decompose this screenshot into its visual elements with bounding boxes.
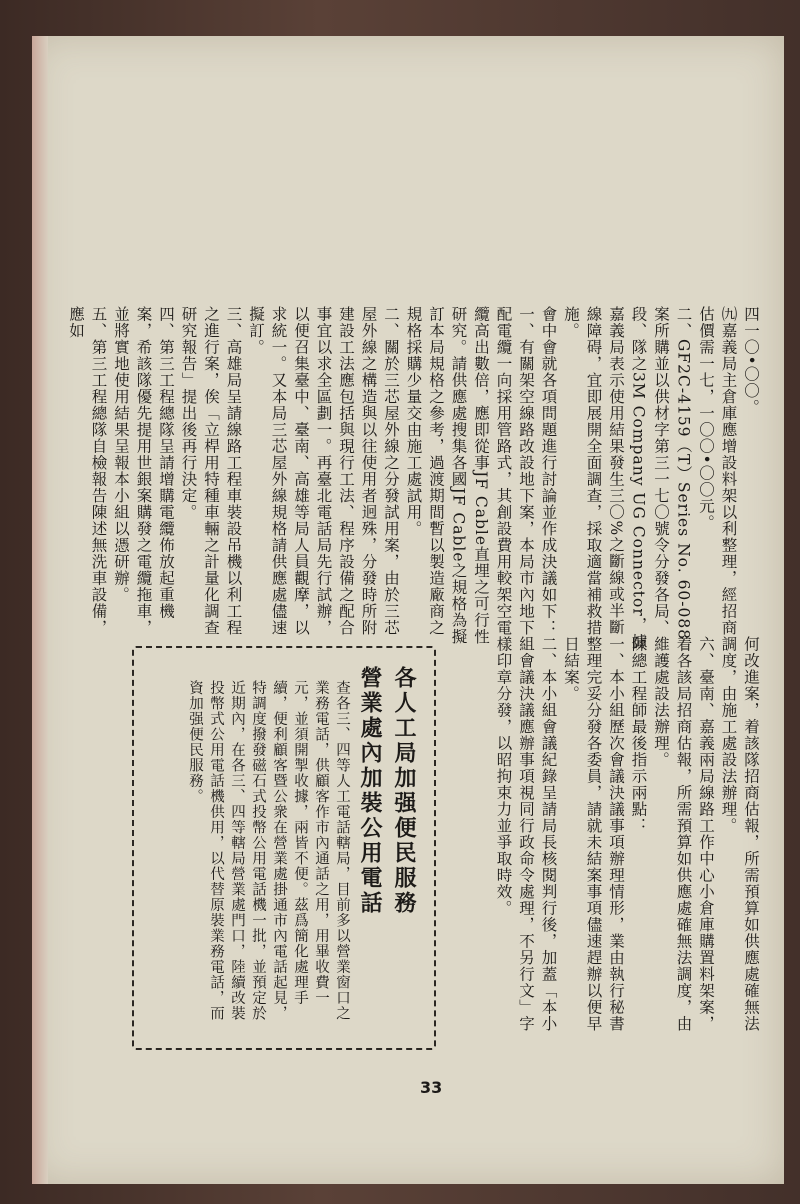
notice-box [132,646,436,1050]
page-binding-edge [32,36,48,1184]
notice-body: 查各三、四等人工電話轄局，目前多以營業窗口之業務電話，供顧客作市內通話之用，用畢收費一元，並須開掣收據，兩皆不便。茲爲簡化處理手續，便利顧客暨公衆在營業處掛通市內電話起見，特調度撥發磁石式投幣公用電話機一批，並預定於近期內，在各三、四等轄局營業處門口，陸續改裝投幣式公用電話機供用，以代替原裝業務電話，而資加强便民服務。 [187,680,350,1021]
paragraph: 會中會就各項問題進行討論並作成決議如下： [539,306,558,636]
paragraph: 二、關於三芯屋外線之分發試用案，由於三芯屋外線之構造與以往使用者迥殊，分發時所附建設工法應包括與現行工法、程序設備之配合事宜以求全區劃一。再臺北電話局先行試辦，以便召集臺中、臺南、高雄等局人員觀摩，以求統一。又本局三芯屋外線規格請供應處儘速擬訂。 [247,306,400,636]
document-page [32,36,784,1184]
paragraph: 四、第三工程總隊呈請增購電纜佈放起重機案，希該隊優先提用世銀案購發之電纜拖車，並將實地使用結果呈報本小組以憑研辦。 [112,306,175,636]
upper-text-block [67,306,762,651]
notice-title-line1: 各人工局加强便民服務 [391,666,416,916]
paragraph: 三、高雄局呈請線路工程車裝設吊機以利工程之進行案，俟「立桿用特種車輛之計量化調查研究報告」提出後再行決定。 [179,306,243,636]
notice-title-line2: 營業處內加裝公用電話 [357,666,382,916]
notice-content [140,666,420,1036]
paragraph: 五、第三工程總隊自檢報告陳述無洗車設備，應如 [67,306,108,636]
paragraph: ㈨嘉義局主倉庫應增設料架以利整理，經招商估價需一七，一〇〇•〇〇元。 [697,306,738,636]
paragraph: 一、有關架空線路改設地下案，本局市內地下配電纜一向採用管路式，其創設費用較架空電纜高出數倍，應即從事JF Cable直埋之可行性研究。請供應處搜集各國JF Cable之規格為擬訂本局規格之參考，過渡期間暫以製造廠商之規格採購少量交由施工處試用。 [404,306,535,646]
paragraph: 六、臺南、嘉義兩局線路工作中心小倉庫購置料架案，着各該局招商估報，所需預算如供應處確無法調度，由維護處設法辦理。 [652,636,715,1032]
paragraph: 陳總工程師最後指示兩點： [629,636,648,834]
paragraph: 二、GF2C-4159（T）Series No. 60-088案所購並以供材字第三一七〇號令分發各局、段、隊之3M Company UG Connector，據嘉義局表示使用結果發生三〇%之斷線或半斷線障碍，宜即展開全面調查，採取適當補救措施。 [562,306,693,650]
paragraph: 何改進案，着該隊招商估報，所需預算如供應處確無法調度，由施工處設法辦理。 [719,636,760,1032]
lower-right-text-block [472,636,762,1046]
paragraph: 四一〇•〇〇。 [742,306,760,416]
paragraph: 一、本小組歷次會議決議事項辦理情形，業由執行秘書整理完妥分發各委員，請就未結案事項儘速趕辦以便早日結案。 [562,636,625,1032]
page-number: 33 [420,1078,443,1097]
paragraph: 二、本小組會議紀錄呈請局長核閱判行後，加蓋「本小組會議決議應辦事項視同行政命令處理，不另行文」字樣印章分發，以昭拘束力並爭取時效。 [494,636,558,1032]
